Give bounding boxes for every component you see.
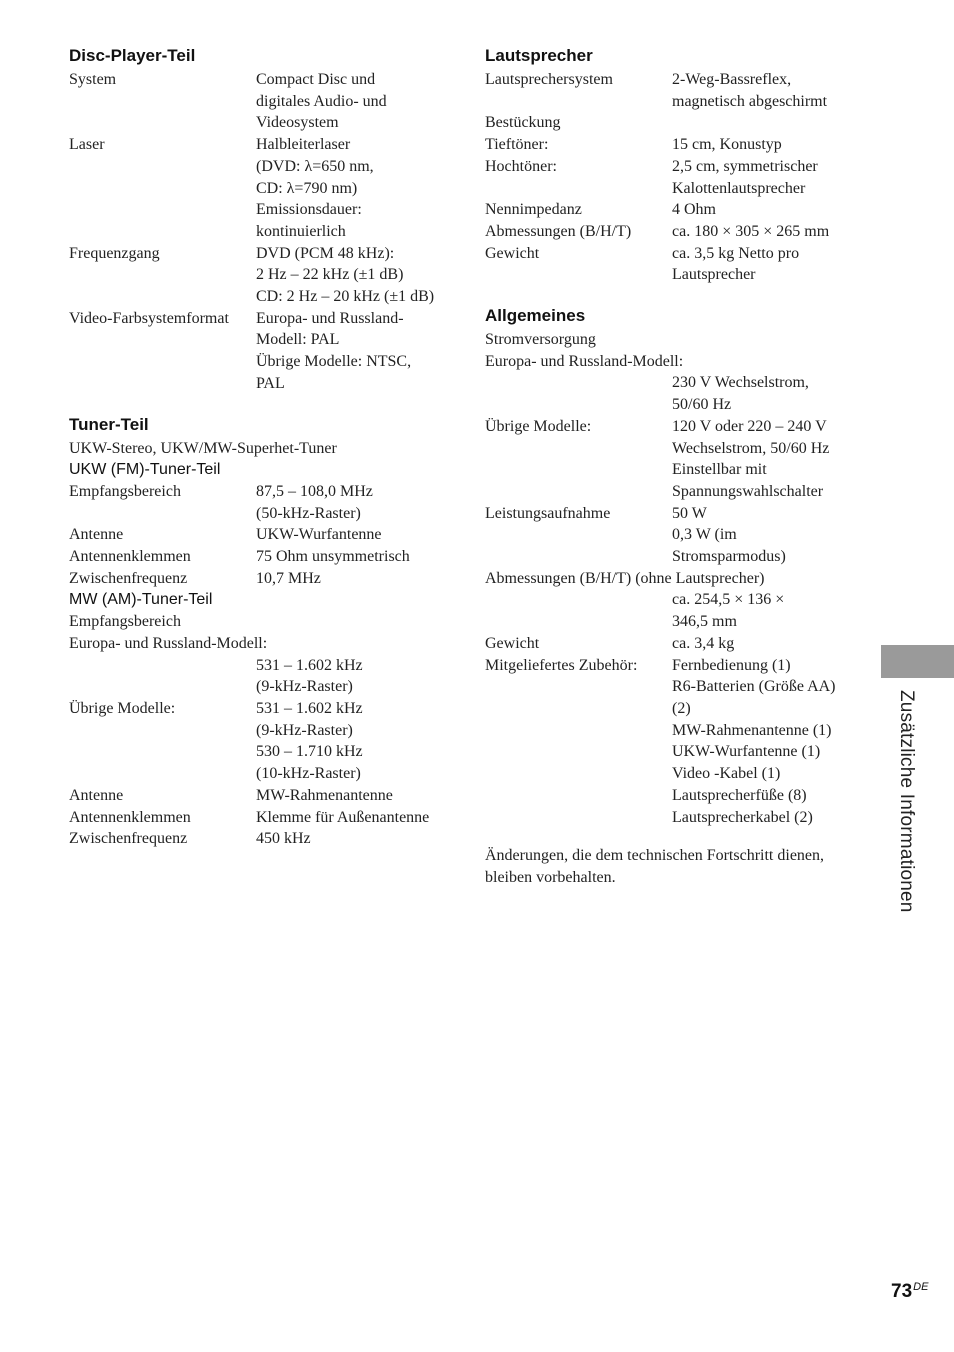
power-region-label: Europa- und Russland-Modell: [485,352,684,370]
speaker-spec-list [485,69,855,286]
disc-player-heading: Disc-Player-Teil [69,46,196,65]
spec-value: 4 Ohm [672,201,716,219]
spec-label [485,589,672,632]
tuner-heading: Tuner-Teil [69,414,149,434]
spec-value: DVD (PCM 48 kHz): 2 Hz – 22 kHz (±1 dB) CD: 2 Hz – 20 kHz (±1 dB) [256,244,435,306]
am-region-label: Europa- und Russland-Modell: [69,634,268,652]
spec-row [69,524,449,546]
spec-label: Antenne [69,786,124,804]
spec-value: 531 – 1.602 kHz (9-kHz-Raster) [256,656,363,696]
spec-row [485,655,855,829]
spec-row [485,589,855,632]
spec-row [69,243,449,308]
tuner-intro: UKW-Stereo, UKW/MW-Superhet-Tuner [69,439,337,457]
page-number-value: 73 [891,1281,913,1302]
section-tab-label: Zusätzliche Informationen [896,690,917,913]
spec-label: Leistungsaufnahme [485,504,611,522]
spec-row [485,633,855,655]
spec-value: Halbleiterlaser (DVD: λ=650 nm, CD: λ=790 nm) Emissionsdauer: kontinuierlich [256,136,374,240]
spec-label: Laser [69,136,105,154]
spec-row [485,221,855,243]
spec-value: 2-Weg-Bassreflex, magnetisch abgeschirmt [672,71,828,110]
spec-label: Antenne [69,526,124,544]
spec-label: Antennenklemmen [69,548,191,566]
spec-value: 120 V oder 220 – 240 V Wechselstrom, 50/60 Hz Einstellbar mit Spannungswahlschalter [672,417,830,500]
spec-value: Europa- und Russland- Modell: PAL Übrige Modelle: NTSC, PAL [256,309,412,392]
spec-row [485,503,855,568]
page-language-suffix: DE [913,1281,929,1293]
fm-spec-list [69,481,449,590]
spec-label [69,655,256,698]
spec-label: Zwischenfrequenz [69,569,188,587]
spec-row [485,69,855,112]
dimensions-label: Abmessungen (B/H/T) (ohne Lautsprecher) [485,569,765,587]
spec-value: 230 V Wechselstrom, 50/60 Hz [672,374,809,414]
spec-value: 50 W 0,3 W (im Stromsparmodus) [672,504,786,566]
spec-label: Tieftöner: [485,136,549,154]
spec-row [69,134,449,243]
section-tab-marker [881,645,954,678]
spec-value: ca. 3,4 kg [672,634,735,652]
spec-label [485,372,672,415]
spec-value: Klemme für Außenantenne [256,808,430,826]
spec-row [69,568,449,590]
spec-label: Gewicht [485,634,540,652]
spec-label: Antennenklemmen [69,808,191,826]
spec-label: Zwischenfrequenz [69,830,188,848]
spec-label: Bestückung [485,114,561,132]
spec-value: Compact Disc und digitales Audio- und Videosystem [256,71,387,132]
spec-label: Frequenzgang [69,244,160,262]
spec-label: Übrige Modelle: [485,417,592,435]
spec-row [69,785,449,807]
page-number [891,1281,928,1303]
spec-row [69,69,449,134]
am-range-label: Empfangsbereich [69,613,181,631]
spec-label: Empfangsbereich [69,482,181,500]
right-column [485,44,855,889]
disclaimer-note: Änderungen, die dem technischen Fortschritt dienen, bleiben vorbehalten. [485,847,825,887]
spec-row [69,698,449,785]
spec-value: Fernbedienung (1) R6-Batterien (Größe AA) (2) MW-Rahmenantenne (1) UKW-Wurfantenne (1) Video -Kabel (1) Lautsprecherfüße (8) Lautsprecherkabel (2) [672,656,836,826]
spec-row [69,807,449,829]
spec-label: Video-Farbsystemformat [69,309,229,327]
spec-value: 15 cm, Konustyp [672,136,782,154]
spec-row [69,655,449,698]
spec-row [69,828,449,850]
spec-label: Lautsprechersystem [485,71,613,88]
spec-value: ca. 180 × 305 × 265 mm [672,222,830,240]
fm-tuner-subheading: UKW (FM)-Tuner-Teil [69,461,221,479]
spec-row [485,156,855,199]
am-tuner-subheading: MW (AM)-Tuner-Teil [69,591,213,609]
spec-label: Übrige Modelle: [69,699,176,717]
spec-row [69,546,449,568]
spec-value: 531 – 1.602 kHz (9-kHz-Raster) 530 – 1.710 kHz (10-kHz-Raster) [256,699,363,783]
spec-row [485,243,855,286]
spec-value: ca. 3,5 kg Netto pro Lautsprecher [672,244,800,284]
spec-value: ca. 254,5 × 136 × 346,5 mm [672,591,785,631]
spec-label: Abmessungen (B/H/T) [485,222,632,240]
general-spec-list-2 [485,589,855,828]
general-spec-list [485,372,855,567]
spec-value: 450 kHz [256,830,311,848]
spec-row [485,134,855,156]
spec-row [485,372,855,415]
spec-value: 10,7 MHz [256,569,321,587]
am-spec-list [69,655,449,850]
spec-row [69,481,449,524]
spec-label: Nennimpedanz [485,201,582,219]
spec-value [672,112,855,134]
speaker-heading: Lautsprecher [485,46,593,65]
spec-value: MW-Rahmenantenne [256,786,393,804]
spec-row [485,112,855,134]
power-supply-label: Stromversorgung [485,331,596,349]
spec-row [485,199,855,221]
left-column [69,44,449,850]
spec-label: Hochtöner: [485,157,557,175]
spec-label: Gewicht [485,244,540,262]
disc-spec-list [69,69,449,395]
general-heading: Allgemeines [485,306,586,326]
spec-row [485,416,855,503]
spec-value: 2,5 cm, symmetrischer Kalottenlautsprecher [672,157,818,197]
spec-label: System [69,71,117,88]
spec-value: 87,5 – 108,0 MHz (50-kHz-Raster) [256,482,373,522]
spec-label: Mitgeliefertes Zubehör: [485,656,638,674]
spec-row [69,308,449,395]
spec-value: UKW-Wurfantenne [256,526,382,544]
spec-value: 75 Ohm unsymmetrisch [256,548,410,566]
